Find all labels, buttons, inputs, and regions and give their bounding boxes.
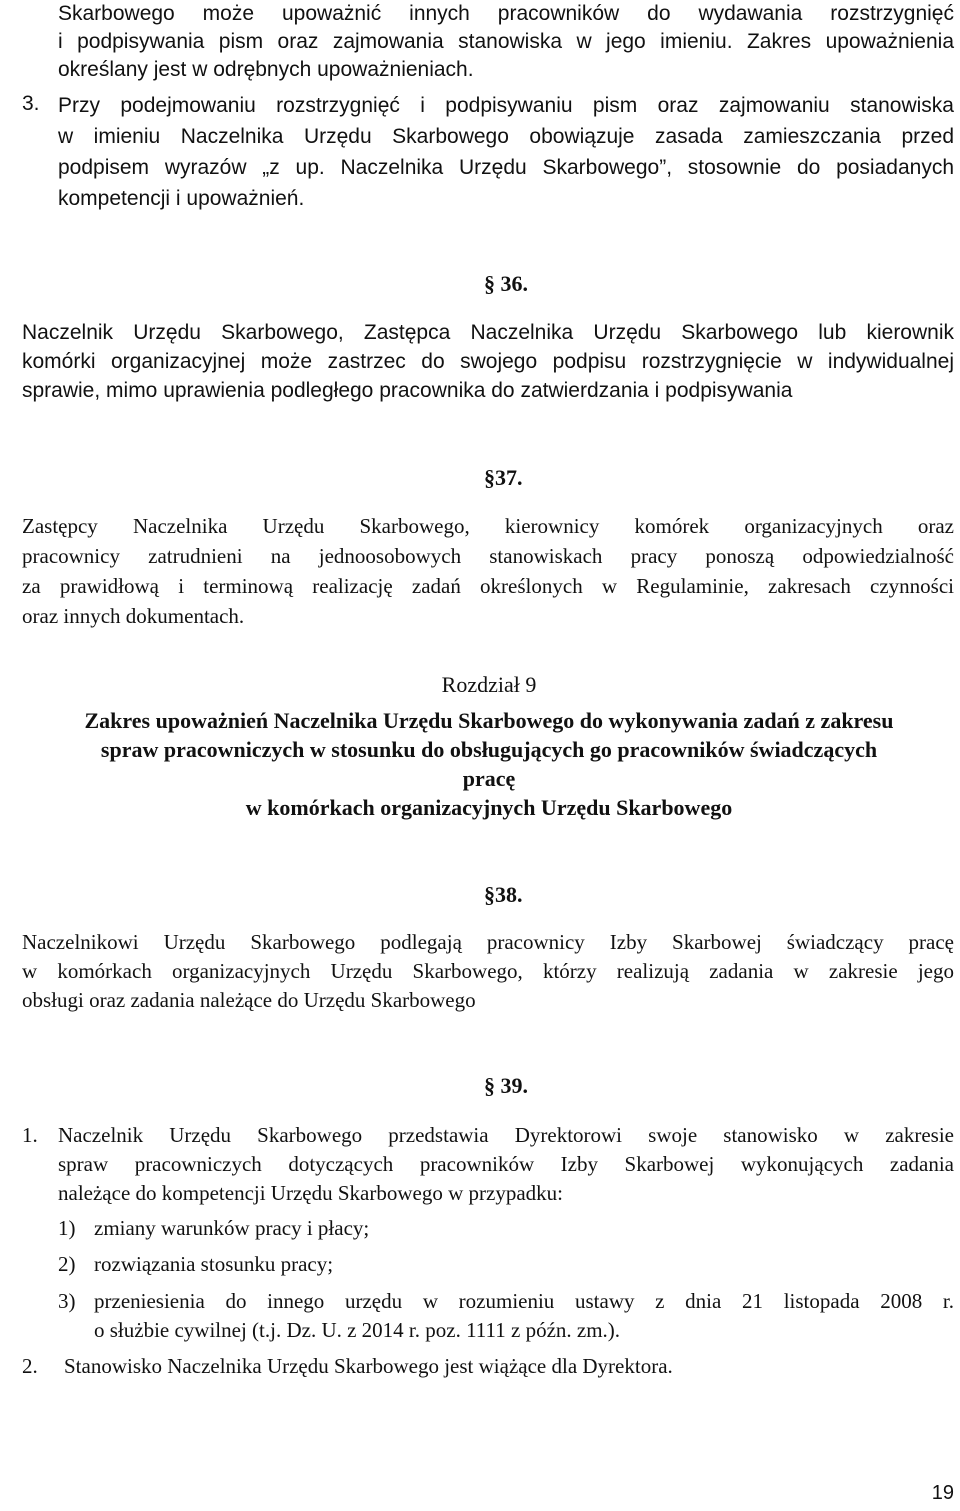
text-line: za prawidłową i terminową realizację zadań określonych w Regulaminie, zakresach czynności	[22, 574, 954, 598]
section-sign: §	[484, 1073, 501, 1098]
text-line: podpisem wyrazów „z up. Naczelnika Urzędu Skarbowego”, stosownie do posiadanych	[58, 156, 954, 179]
section-38-text	[22, 928, 954, 1015]
text-line: spraw pracowniczych dotyczących pracowników Izby Skarbowej wykonujących zadania	[58, 1152, 954, 1176]
chapter-label: Rozdział 9	[441, 672, 537, 697]
top-paragraph	[58, 0, 954, 84]
text-line: komórki organizacyjnej może zastrzec do swojego podpisu rozstrzygnięcie w indywidualnej	[22, 350, 954, 373]
section-sign: §	[484, 882, 495, 907]
text-line: w imieniu Naczelnika Urzędu Skarbowego obowiązuje zasada zamieszczania przed	[58, 125, 954, 148]
text-line: Skarbowego może upoważnić innych pracowników do wydawania rozstrzygnięć	[58, 2, 954, 25]
section-39-item-2-text: Stanowisko Naczelnika Urzędu Skarbowego jest wiążące dla Dyrektora.	[64, 1354, 673, 1378]
text-line: Naczelnik Urzędu Skarbowego, Zastępca Naczelnika Urzędu Skarbowego lub kierownik	[22, 321, 954, 344]
chapter-title-line: pracę	[462, 766, 516, 791]
text-line: Naczelnikowi Urzędu Skarbowego podlegają pracownicy Izby Skarbowej świadczący pracę	[22, 930, 954, 954]
section-39-heading: § 39.	[484, 1073, 528, 1098]
text-line: o służbie cywilnej (t.j. Dz. U. z 2014 r. poz. 1111 z późn. zm.).	[94, 1318, 621, 1342]
item-3-text	[58, 90, 954, 214]
text-line: Zastępcy Naczelnika Urzędu Skarbowego, kierownicy komórek organizacyjnych oraz	[22, 514, 954, 538]
item-3-number: 3.	[22, 92, 40, 115]
section-37-text	[22, 511, 954, 631]
subitem-2-number: 2)	[58, 1252, 76, 1276]
section-sign: §	[484, 465, 495, 490]
section-36-text	[22, 318, 954, 405]
section-sign: §	[484, 271, 501, 296]
text-line: sprawie, mimo uprawienia podległego pracownika do zatwierdzania i podpisywania	[22, 379, 793, 402]
section-37-heading: §37.	[484, 465, 523, 490]
chapter-title-line: Zakres upoważnień Naczelnika Urzędu Skarbowego do wykonywania zadań z zakresu	[84, 708, 894, 733]
section-39-item-2-number: 2.	[22, 1354, 38, 1378]
text-line: kompetencji i upoważnień.	[58, 187, 305, 210]
text-line: pracownicy zatrudnieni na jednoosobowych stanowiskach pracy ponoszą odpowiedzialność	[22, 544, 954, 568]
text-line: oraz innych dokumentach.	[22, 604, 245, 628]
text-line: określany jest w odrębnych upoważnieniach.	[58, 58, 474, 81]
chapter-title-line: spraw pracowniczych w stosunku do obsługujących go pracowników świadczących	[100, 737, 878, 762]
text-line: należące do kompetencji Urzędu Skarbowego w przypadku:	[58, 1181, 563, 1205]
chapter-title	[0, 706, 960, 822]
text-line: Naczelnik Urzędu Skarbowego przedstawia Dyrektorowi swoje stanowisko w zakresie	[58, 1123, 954, 1147]
subitem-1-number: 1)	[58, 1216, 76, 1240]
section-39-item-1-text	[58, 1121, 954, 1208]
chapter-title-line: w komórkach organizacyjnych Urzędu Skarbowego	[245, 795, 733, 820]
text-line: i podpisywania pism oraz zajmowania stanowiska w jego imieniu. Zakres upoważnienia	[58, 30, 954, 53]
section-38-heading: §38.	[484, 882, 523, 907]
subitem-1-text: zmiany warunków pracy i płacy;	[94, 1216, 370, 1240]
subitem-3-number: 3)	[58, 1289, 76, 1313]
subitem-3-text	[94, 1287, 954, 1345]
text-line: obsługi oraz zadania należące do Urzędu Skarbowego	[22, 988, 476, 1012]
page-number: 19	[931, 1482, 954, 1504]
text-line: przeniesienia do innego urzędu w rozumieniu ustawy z dnia 21 listopada 2008 r.	[94, 1289, 954, 1313]
text-line: Przy podejmowaniu rozstrzygnięć i podpisywaniu pism oraz zajmowaniu stanowiska	[58, 94, 954, 117]
text-line: w komórkach organizacyjnych Urzędu Skarbowego, którzy realizują zadania w zakresie jego	[22, 959, 954, 983]
subitem-2-text: rozwiązania stosunku pracy;	[94, 1252, 334, 1276]
section-39-item-1-number: 1.	[22, 1123, 38, 1147]
section-36-heading: § 36.	[484, 271, 528, 296]
